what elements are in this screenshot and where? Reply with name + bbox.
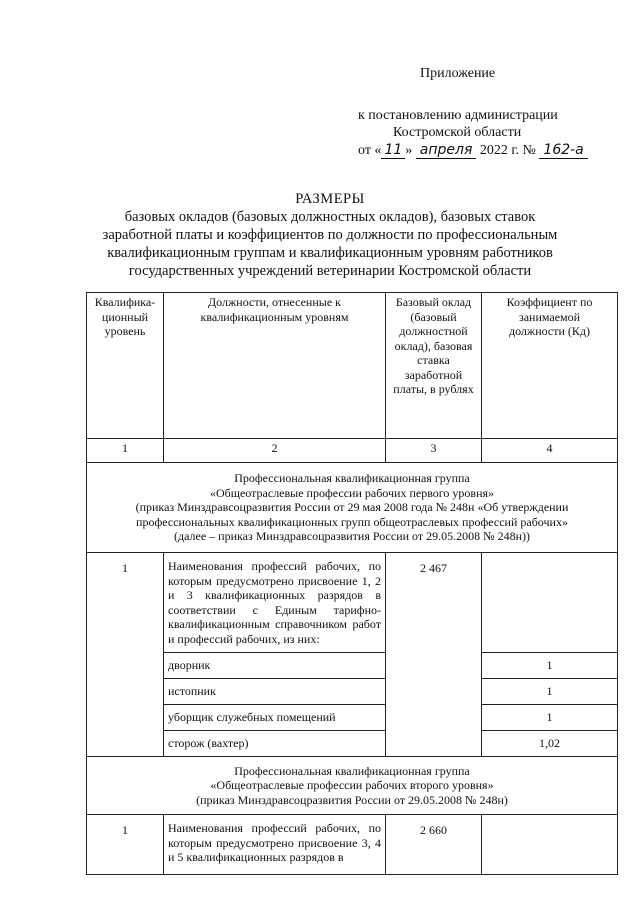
table-row — [87, 653, 618, 679]
item-coef: 1 — [482, 705, 618, 731]
date-prefix: от « — [358, 143, 382, 158]
document-title — [60, 190, 600, 280]
header-positions: Должности, отнесенные к квалификационным уровням — [164, 293, 386, 439]
table-header-row — [87, 293, 618, 439]
item-name: дворник — [164, 653, 386, 679]
row-2-text: Наименования профессий рабочих, по которым предусмотрено присвоение 3, 4 и 5 квалификационных разрядов в — [164, 815, 386, 875]
salary-table — [86, 292, 618, 875]
table-row — [87, 731, 618, 757]
table-row — [87, 679, 618, 705]
group-2-line-3: (приказ Минздравсоцразвития России от 29.05.2008 № 248н) — [196, 792, 508, 807]
appendix-line-1: к постановлению администрации — [358, 108, 558, 123]
item-coef: 1 — [482, 653, 618, 679]
row-1-level: 1 — [87, 553, 164, 757]
appendix-title: Приложение — [420, 66, 496, 81]
appendix-line-2: Костромской области — [393, 125, 522, 140]
table-row — [87, 705, 618, 731]
title-heading: РАЗМЕРЫ — [295, 191, 365, 207]
title-line-2: заработной платы и коэффициентов по должности по профессиональным — [102, 227, 558, 243]
date-day: 11 — [381, 142, 405, 159]
group-1-line-3: (приказ Минздравсоцразвития России от 29 мая 2008 года № 248н «Об утверждении профессиональных квалификационных групп общеотраслевых профессий рабочих» — [135, 500, 569, 529]
group-2-line-2: «Общеотраслевые профессии рабочих второго уровня» — [210, 778, 494, 793]
title-line-4: государственных учреждений ветеринарии Костромской области — [128, 263, 532, 279]
column-number-row — [87, 439, 618, 463]
group-1-line-2: «Общеотраслевые профессии рабочих первого уровня» — [209, 485, 495, 500]
group-header-1 — [87, 463, 618, 553]
document-number: 162-а — [539, 142, 587, 159]
item-coef: 1,02 — [482, 731, 618, 757]
item-name: уборщик служебных помещений — [164, 705, 386, 731]
item-name: сторож (вахтер) — [164, 731, 386, 757]
table-row — [87, 815, 618, 875]
row-1-salary: 2 467 — [386, 553, 482, 757]
header-coef: Коэффициент по занимаемой должности (Кд) — [482, 293, 618, 439]
group-2-cell — [87, 757, 618, 815]
row-2-salary: 2 660 — [386, 815, 482, 875]
col-number-3: 3 — [386, 439, 482, 463]
appendix-date-line — [358, 142, 588, 159]
item-coef: 1 — [482, 679, 618, 705]
col-number-2: 2 — [164, 439, 386, 463]
col-number-1: 1 — [87, 439, 164, 463]
header-level: Квалифика-ционный уровень — [87, 293, 164, 439]
group-header-2 — [87, 757, 618, 815]
col-number-4: 4 — [482, 439, 618, 463]
header-salary: Базовый оклад (базовый должностной оклад), базовая ставка заработной платы, в рублях — [386, 293, 482, 439]
row-1-coef-empty — [482, 553, 618, 653]
row-2-coef-empty — [482, 815, 618, 875]
item-name: истопник — [164, 679, 386, 705]
group-2-line-1: Профессиональная квалификационная группа — [234, 763, 470, 778]
group-1-line-1: Профессиональная квалификационная группа — [234, 471, 470, 486]
row-2-level: 1 — [87, 815, 164, 875]
date-month: апреля — [416, 142, 477, 159]
title-line-3: квалификационным группам и квалификационным уровням работников — [107, 245, 553, 261]
title-line-1: базовых окладов (базовых должностных окладов), базовых ставок — [124, 209, 536, 225]
date-day-close: » — [405, 143, 413, 158]
group-1-line-4: (далее – приказ Минздравсоцразвития России от 29.05.2008 № 248н)) — [173, 529, 530, 544]
table-row — [87, 553, 618, 653]
row-1-text: Наименования профессий рабочих, по которым предусмотрено присвоение 1, 2 и 3 квалификационных разрядов в соответствии с Единым тарифно-квалификационным справочником работ и профессий рабочих, из них: — [164, 553, 386, 653]
group-1-cell — [87, 463, 618, 553]
date-year: 2022 г. № — [479, 143, 536, 158]
